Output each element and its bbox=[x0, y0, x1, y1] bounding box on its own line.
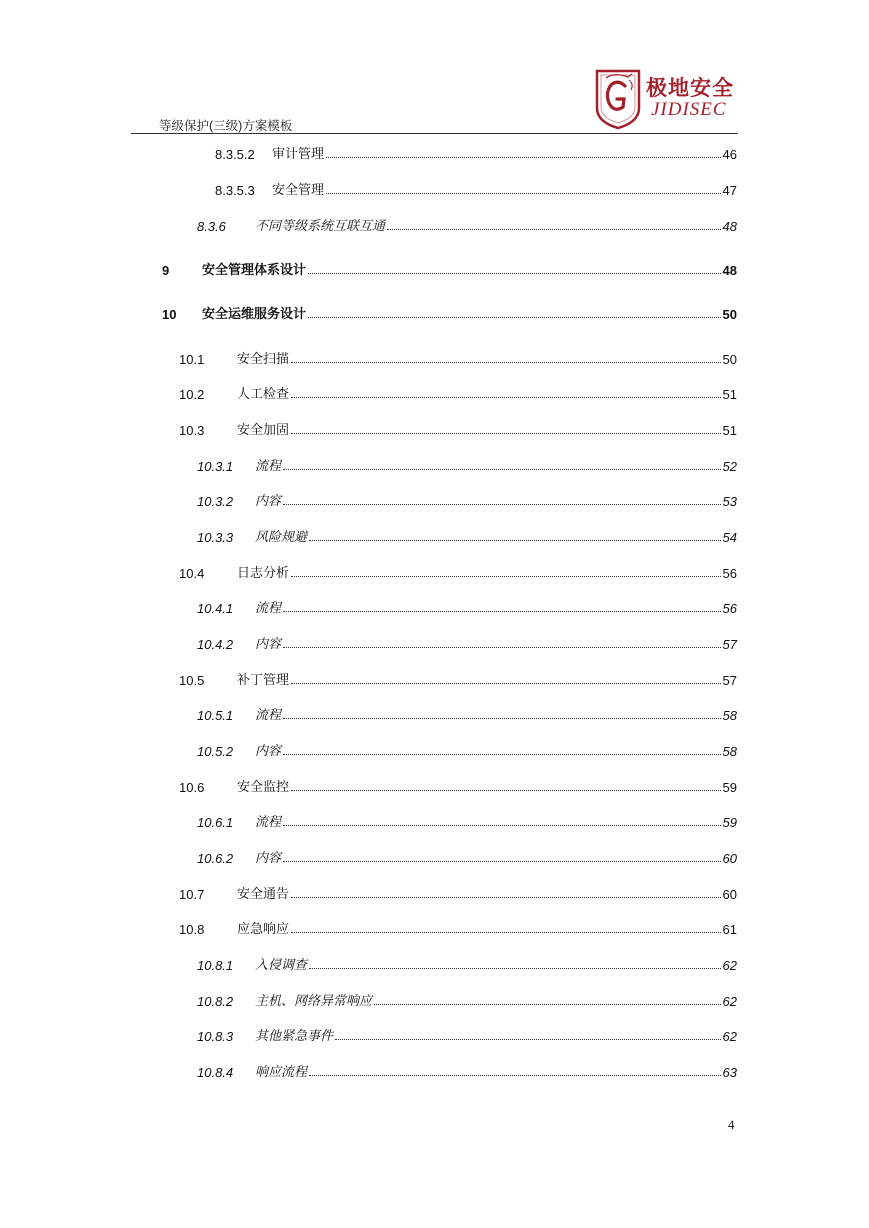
toc-entry-title: 补丁管理 bbox=[237, 672, 290, 687]
logo-english-name: JIDISEC bbox=[651, 99, 727, 120]
toc-entry-page: 50 bbox=[722, 307, 737, 322]
toc-leader-dots bbox=[283, 610, 721, 612]
toc-entry-page: 62 bbox=[722, 958, 737, 973]
toc-entry[interactable] bbox=[179, 668, 737, 688]
toc-entry-number: 10.3.3 bbox=[197, 530, 234, 545]
header-divider bbox=[131, 133, 738, 134]
toc-entry-number: 10.2 bbox=[179, 387, 205, 402]
toc-entry-number: 10.7 bbox=[179, 887, 205, 902]
toc-entry-title: 安全运维服务设计 bbox=[202, 306, 307, 321]
toc-entry[interactable] bbox=[179, 775, 737, 795]
toc-entry-number: 10.3.2 bbox=[197, 494, 234, 509]
toc-entry-number: 8.3.5.3 bbox=[215, 183, 255, 198]
toc-entry[interactable] bbox=[197, 953, 737, 973]
toc-entry[interactable] bbox=[197, 739, 737, 759]
toc-leader-dots bbox=[283, 468, 721, 470]
toc-entry-page: 52 bbox=[722, 459, 737, 474]
header-doc-title: 等级保护(三级)方案模板 bbox=[159, 119, 293, 133]
toc-leader-dots bbox=[308, 316, 721, 318]
toc-entry-title: 人工检查 bbox=[237, 386, 290, 401]
toc-leader-dots bbox=[387, 228, 721, 230]
toc-entry-page: 57 bbox=[722, 673, 737, 688]
toc-entry-page: 59 bbox=[722, 815, 737, 830]
toc-leader-dots bbox=[283, 503, 721, 505]
toc-entry[interactable] bbox=[179, 347, 737, 367]
toc-entry-page: 53 bbox=[722, 494, 737, 509]
toc-entry[interactable] bbox=[179, 561, 737, 581]
toc-entry-page: 58 bbox=[722, 744, 737, 759]
toc-entry-page: 56 bbox=[722, 566, 737, 581]
toc-leader-dots bbox=[335, 1038, 721, 1040]
toc-entry-title: 内容 bbox=[255, 743, 282, 758]
toc-entry-title: 风险规避 bbox=[255, 529, 308, 544]
toc-leader-dots bbox=[283, 717, 721, 719]
toc-leader-dots bbox=[309, 539, 721, 541]
toc-entry[interactable] bbox=[197, 525, 737, 545]
toc-entry-number: 10.6.2 bbox=[197, 851, 234, 866]
toc-entry-title: 不同等级系统互联互通 bbox=[255, 218, 386, 233]
toc-entry-page: 51 bbox=[722, 423, 737, 438]
company-logo bbox=[594, 68, 739, 130]
toc-entry-title: 流程 bbox=[255, 707, 282, 722]
toc-leader-dots bbox=[291, 432, 721, 434]
toc-entry-page: 51 bbox=[722, 387, 737, 402]
toc-entry-page: 59 bbox=[722, 780, 737, 795]
toc-entry-page: 47 bbox=[722, 183, 737, 198]
toc-entry-title: 入侵调查 bbox=[255, 957, 308, 972]
toc-entry[interactable] bbox=[197, 1060, 737, 1080]
toc-entry[interactable] bbox=[197, 810, 737, 830]
toc-entry-number: 10.5 bbox=[179, 673, 205, 688]
toc-leader-dots bbox=[291, 789, 721, 791]
toc-entry-page: 48 bbox=[722, 219, 737, 234]
toc-entry-page: 63 bbox=[722, 1065, 737, 1080]
toc-entry-title: 安全管理体系设计 bbox=[202, 262, 307, 277]
toc-entry[interactable] bbox=[179, 382, 737, 402]
toc-entry-number: 10.6.1 bbox=[197, 815, 234, 830]
toc-entry-page: 62 bbox=[722, 994, 737, 1009]
toc-entry[interactable] bbox=[215, 142, 737, 162]
toc-entry-number: 10.4.2 bbox=[197, 637, 234, 652]
toc-entry-number: 10.1 bbox=[179, 352, 205, 367]
toc-leader-dots bbox=[308, 272, 721, 274]
toc-entry-number: 10.8.4 bbox=[197, 1065, 234, 1080]
toc-entry-number: 10 bbox=[162, 307, 177, 322]
toc-entry-number: 10.5.2 bbox=[197, 744, 234, 759]
toc-entry-title: 安全管理 bbox=[272, 182, 325, 197]
toc-entry-number: 10.3.1 bbox=[197, 459, 234, 474]
toc-entry-title: 审计管理 bbox=[272, 146, 325, 161]
toc-leader-dots bbox=[291, 682, 721, 684]
toc-entry-title: 其他紧急事件 bbox=[255, 1028, 334, 1043]
toc-entry-title: 安全通告 bbox=[237, 886, 290, 901]
toc-entry-title: 流程 bbox=[255, 600, 282, 615]
toc-entry-title: 响应流程 bbox=[255, 1064, 308, 1079]
toc-entry[interactable] bbox=[197, 989, 737, 1009]
toc-entry-page: 50 bbox=[722, 352, 737, 367]
toc-leader-dots bbox=[309, 1074, 721, 1076]
toc-entry-title: 安全加固 bbox=[237, 422, 290, 437]
toc-entry[interactable] bbox=[215, 178, 737, 198]
toc-leader-dots bbox=[283, 646, 721, 648]
toc-entry-title: 内容 bbox=[255, 493, 282, 508]
toc-entry-page: 57 bbox=[722, 637, 737, 652]
toc-entry-number: 10.8 bbox=[179, 922, 205, 937]
logo-chinese-name: 极地安全 bbox=[646, 75, 734, 100]
page-number: 4 bbox=[728, 1117, 735, 1132]
toc-entry-title: 日志分析 bbox=[237, 565, 290, 580]
shield-logo-icon bbox=[594, 68, 642, 130]
toc-entry[interactable] bbox=[162, 302, 737, 322]
toc-leader-dots bbox=[291, 396, 721, 398]
toc-entry-number: 10.5.1 bbox=[197, 708, 234, 723]
toc-entry-number: 10.4 bbox=[179, 566, 205, 581]
toc-entry-number: 10.8.1 bbox=[197, 958, 234, 973]
toc-entry[interactable] bbox=[197, 489, 737, 509]
toc-entry[interactable] bbox=[179, 418, 737, 438]
toc-entry-number: 10.4.1 bbox=[197, 601, 234, 616]
toc-entry-title: 主机、网络异常响应 bbox=[255, 993, 373, 1008]
toc-entry-page: 54 bbox=[722, 530, 737, 545]
toc-leader-dots bbox=[374, 1003, 721, 1005]
toc-leader-dots bbox=[291, 931, 721, 933]
toc-entry-title: 安全扫描 bbox=[237, 351, 290, 366]
toc-leader-dots bbox=[309, 967, 721, 969]
toc-entry-title: 内容 bbox=[255, 850, 282, 865]
toc-entry[interactable] bbox=[179, 882, 737, 902]
toc-entry[interactable] bbox=[179, 917, 737, 937]
toc-leader-dots bbox=[291, 361, 721, 363]
toc-entry-title: 流程 bbox=[255, 458, 282, 473]
toc-entry-page: 60 bbox=[722, 887, 737, 902]
toc-entry-number: 10.8.3 bbox=[197, 1029, 234, 1044]
toc-entry[interactable] bbox=[197, 846, 737, 866]
toc-entry-page: 46 bbox=[722, 147, 737, 162]
toc-entry-title: 内容 bbox=[255, 636, 282, 651]
toc-entry-title: 安全监控 bbox=[237, 779, 290, 794]
toc-leader-dots bbox=[283, 753, 721, 755]
toc-entry-page: 58 bbox=[722, 708, 737, 723]
toc-leader-dots bbox=[291, 575, 721, 577]
toc-entry-title: 流程 bbox=[255, 814, 282, 829]
toc-entry-page: 61 bbox=[722, 922, 737, 937]
toc-entry-page: 56 bbox=[722, 601, 737, 616]
toc-entry[interactable] bbox=[162, 258, 737, 278]
toc-entry-page: 48 bbox=[722, 263, 737, 278]
toc-entry[interactable] bbox=[197, 214, 737, 234]
toc-entry[interactable] bbox=[197, 596, 737, 616]
toc-leader-dots bbox=[326, 156, 721, 158]
toc-entry-page: 62 bbox=[722, 1029, 737, 1044]
toc-leader-dots bbox=[326, 192, 721, 194]
toc-entry-page: 60 bbox=[722, 851, 737, 866]
toc-entry-number: 9 bbox=[162, 263, 170, 278]
toc-entry-number: 8.3.5.2 bbox=[215, 147, 255, 162]
toc-entry[interactable] bbox=[197, 632, 737, 652]
toc-entry[interactable] bbox=[197, 1024, 737, 1044]
toc-entry[interactable] bbox=[197, 703, 737, 723]
toc-entry-number: 8.3.6 bbox=[197, 219, 226, 234]
toc-leader-dots bbox=[291, 896, 721, 898]
toc-entry-title: 应急响应 bbox=[237, 921, 290, 936]
toc-entry-number: 10.3 bbox=[179, 423, 205, 438]
toc-leader-dots bbox=[283, 824, 721, 826]
toc-leader-dots bbox=[283, 860, 721, 862]
toc-entry-number: 10.8.2 bbox=[197, 994, 234, 1009]
toc-entry[interactable] bbox=[197, 454, 737, 474]
toc-entry-number: 10.6 bbox=[179, 780, 205, 795]
